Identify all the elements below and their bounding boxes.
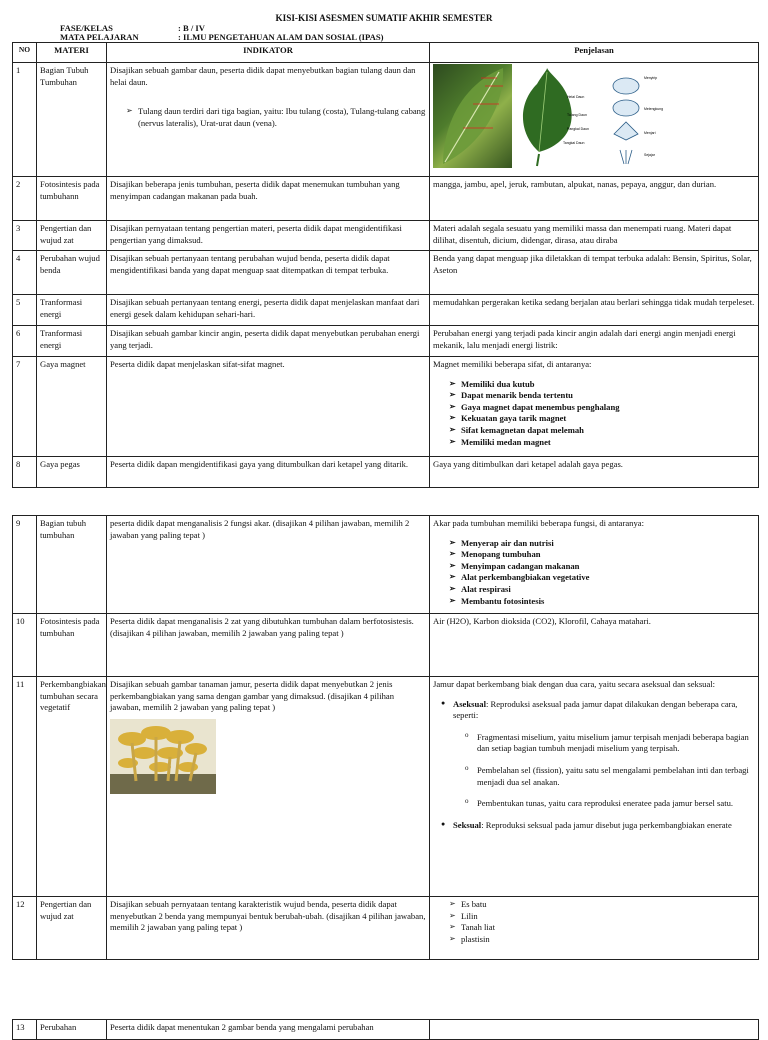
- aseksual-text: : Reproduksi aseksual pada jamur dapat dilakukan dengan beberapa cara, seperti:: [453, 698, 738, 721]
- row-materi: Fotosintesis pada tumbuhann: [37, 177, 107, 221]
- row-indikator: Peserta didik dapat menganalisis 2 zat yang dibutuhkan tumbuhan dalam berfotosistesis. (disajikan 4 pilihan jawaban, memilih 2 jawaban yang paling tepat ): [107, 614, 430, 677]
- row-no: 8: [13, 457, 37, 488]
- mapel-label: MATA PELAJARAN: [60, 32, 139, 42]
- diagram-label: Menjari: [644, 131, 656, 135]
- list-item: ➢ Menopang tumbuhan: [449, 549, 755, 561]
- kisi-kisi-table-3: [12, 1019, 759, 1040]
- sub-list-item: o Pembelahan sel (fission), yaitu satu sel mengalami pembelahan inti dan terbagi menjadi dua sel anakan.: [433, 765, 755, 788]
- row-penjelasan: [430, 897, 759, 960]
- table-row: [13, 516, 759, 614]
- list-item: ➢ Memiliki medan magnet: [449, 437, 755, 449]
- sub-list-item: o Pembentukan tunas, yaitu cara reproduksi eneratee pada jamur bersel satu.: [433, 798, 755, 810]
- wujud-list: [433, 899, 755, 945]
- row-indikator: Disajikan sebuah pertanyaan tentang perubahan wujud benda, peserta didik dapat mengidentifikasi banda yang dapat menguap saat ditempatkan di tempat terbuka.: [107, 251, 430, 295]
- table-row: [13, 897, 759, 960]
- root-functions-list: [433, 538, 755, 608]
- row-no: 9: [13, 516, 37, 614]
- list-item: ➢ plastisin: [449, 934, 755, 946]
- col-header-no: NO: [13, 43, 37, 63]
- col-header-penjelasan: Penjelasan: [430, 43, 759, 63]
- row-materi: Tranformasi energi: [37, 295, 107, 326]
- list-item: ➢ Dapat menarik benda tertentu: [449, 390, 755, 402]
- row-indikator: Peserta didik dapat menjelaskan sifat-sifat magnet.: [107, 357, 430, 457]
- diagram-label: Menyirip: [644, 76, 658, 80]
- row-penjelasan: [430, 677, 759, 897]
- row-materi: Perubahan wujud benda: [37, 251, 107, 295]
- list-item: ➢ Sifat kemagnetan dapat melemah: [449, 425, 755, 437]
- row-materi: Perkembangbiakan tumbuhan secara vegetatif: [37, 677, 107, 897]
- table-row: [13, 1020, 759, 1040]
- mushroom-photo: [110, 719, 216, 794]
- sub-list-item: o Fragmentasi miselium, yaitu miselium jamur terpisah menjadi beberapa bagian dan setiap bagian tumbuh menjadi miselium yang terpisah.: [433, 732, 755, 755]
- list-item: ➢ Menyerap air dan nutrisi: [449, 538, 755, 550]
- table-row: [13, 221, 759, 251]
- leaf-venation-types: [604, 74, 670, 166]
- diagram-label: Pangkal Daun: [567, 127, 589, 131]
- col-header-indikator: INDIKATOR: [107, 43, 430, 63]
- row-no: 1: [13, 63, 37, 177]
- row-indikator: Disajikan beberapa jenis tumbuhan, peserta didik dapat menemukan tumbuhan yang menyimpan cadangan makanan pada buah.: [107, 177, 430, 221]
- magnet-properties-list: [433, 379, 755, 449]
- row-indikator: Disajikan pernyataan tentang pengertian materi, peserta didik dapat mengidentifikasi pengertian yang dimaksud.: [107, 221, 430, 251]
- row-indikator: Disajikan sebuah gambar kincir angin, peserta didik dapat menyebutkan perubahan energi yang terjadi.: [107, 326, 430, 357]
- row-penjelasan: Benda yang dapat menguap jika diletakkan di tempat terbuka adalah: Bensin, Spiritus, Solar, Aseton: [430, 251, 759, 295]
- penjelasan-text: Jamur dapat berkembang biak dengan dua cara, yaitu secara aseksual dan seksual:: [433, 679, 716, 689]
- row-materi: Bagian Tubuh Tumbuhan: [37, 63, 107, 177]
- indikator-list: [110, 106, 426, 129]
- row-no: 3: [13, 221, 37, 251]
- row-penjelasan: Gaya yang ditimbulkan dari ketapel adalah gaya pegas.: [430, 457, 759, 488]
- row-materi: Gaya magnet: [37, 357, 107, 457]
- row-penjelasan: Air (H2O), Karbon dioksida (CO2), Klorofil, Cahaya matahari.: [430, 614, 759, 677]
- aseksual-term: Aseksual: [453, 698, 486, 709]
- fase-value: : B / IV: [178, 23, 205, 33]
- row-no: 10: [13, 614, 37, 677]
- row-penjelasan: [430, 357, 759, 457]
- list-item: ➢ Tanah liat: [449, 922, 755, 934]
- col-header-materi: MATERI: [37, 43, 107, 63]
- row-materi: Gaya pegas: [37, 457, 107, 488]
- row-materi: Bagian tubuh tumbuhan: [37, 516, 107, 614]
- row-penjelasan: mangga, jambu, apel, jeruk, rambutan, alpukat, nanas, pepaya, anggur, dan durian.: [430, 177, 759, 221]
- list-item: ➢ Gaya magnet dapat menembus penghalang: [449, 402, 755, 414]
- list-item: ➢ Memiliki dua kutub: [449, 379, 755, 391]
- table-row: [13, 614, 759, 677]
- list-item: ➢ Lilin: [449, 911, 755, 923]
- penjelasan-text: Akar pada tumbuhan memiliki beberapa fungsi, di antaranya:: [433, 518, 644, 528]
- indikator-text: Disajikan sebuah gambar daun, peserta didik dapat menyebutkan bagian tulang daun dan helai daun.: [110, 65, 416, 87]
- row-indikator: Disajikan sebuah pernyataan tentang karakteristik wujud benda, peserta didik dapat menyebutkan 2 benda yang mempunyai bentuk berubah-ubah. (disajikan 4 pilihan jawaban, memilih 2 jawaban yang paling tepat ): [107, 897, 430, 960]
- row-no: 4: [13, 251, 37, 295]
- row-no: 13: [13, 1020, 37, 1040]
- table-row: [13, 295, 759, 326]
- row-indikator: Peserta didik dapan mengidentifikasi gaya yang ditumbulkan dari ketapel yang ditarik.: [107, 457, 430, 488]
- list-item: ➢ Alat respirasi: [449, 584, 755, 596]
- seksual-term: Seksual: [453, 819, 482, 830]
- diagram-label: Tulang Daun: [567, 113, 587, 117]
- row-materi: Pengertian dan wujud zat: [37, 221, 107, 251]
- fase-label: FASE/KELAS: [60, 23, 113, 33]
- leaf-parts-diagram: [517, 64, 602, 168]
- diagram-label: Tangkai Daun: [563, 141, 585, 145]
- seksual-item: [433, 820, 755, 832]
- aseksual-item: [433, 699, 755, 722]
- table-row: [13, 326, 759, 357]
- table-row: [13, 251, 759, 295]
- row-penjelasan: [430, 1020, 759, 1040]
- list-item: ➢ Kekuatan gaya tarik magnet: [449, 413, 755, 425]
- row-indikator: peserta didik dapat menganalisis 2 fungsi akar. (disajikan 4 pilihan jawaban, memilih 2 jawaban yang paling tepat ): [107, 516, 430, 614]
- mapel-value: : ILMU PENGETAHUAN ALAM DAN SOSIAL (IPAS): [178, 32, 384, 42]
- row-no: 6: [13, 326, 37, 357]
- diagram-label: Helai Daun: [567, 95, 585, 99]
- row-materi: Fotosintesis pada tumbuhan: [37, 614, 107, 677]
- penjelasan-text: Magnet memiliki beberapa sifat, di antaranya:: [433, 359, 592, 369]
- diagram-label: Sejajar: [644, 153, 655, 157]
- row-indikator: Disajikan sebuah gambar tanaman jamur, peserta didik dapat menyebutkan 2 jenis perkembangbiakan yang sama dengan gambar yang dimaksud. (disajikan 4 pilihan jawaban, memilih 2 jawaban yang paling tepat ): [107, 677, 430, 897]
- table-row: [13, 177, 759, 221]
- diagram-label: Melengkung: [644, 107, 664, 111]
- table-row: [13, 457, 759, 488]
- row-no: 12: [13, 897, 37, 960]
- document-title: KISI-KISI ASESMEN SUMATIF AKHIR SEMESTER: [275, 13, 493, 23]
- seksual-text: : Reproduksi seksual pada jamur disebut juga perkembangbiakan enerate: [481, 819, 732, 830]
- row-penjelasan: memudahkan pergerakan ketika sedang berjalan atau berlari sehingga tidak mudah terpeleset.: [430, 295, 759, 326]
- row-indikator: Disajikan sebuah pertanyaan tentang energi, peserta didik dapat menjelaskan manfaat dari energi gesek dalam kehidupan sehari-hari.: [107, 295, 430, 326]
- list-item: ➢ Menyimpan cadangan makanan: [449, 561, 755, 573]
- list-item: ➢ Alat perkembangbiakan vegetative: [449, 572, 755, 584]
- row-penjelasan: [430, 516, 759, 614]
- row-no: 5: [13, 295, 37, 326]
- row-materi: Tranformasi energi: [37, 326, 107, 357]
- row-no: 2: [13, 177, 37, 221]
- row-no: 7: [13, 357, 37, 457]
- row-materi: Perubahan: [37, 1020, 107, 1040]
- row-indikator: Peserta didik dapat menentukan 2 gambar benda yang mengalami perubahan: [107, 1020, 430, 1040]
- list-item: ➢ Tulang daun terdiri dari tiga bagian, yaitu: Ibu tulang (costa), Tulang-tulang cabang (nervus lateralis), Urat-urat daun (vena).: [126, 106, 426, 129]
- row-penjelasan: Materi adalah segala sesuatu yang memiliki massa dan menempati ruang. Materi dapat dilihat, disentuh, dicium, didengar, dirasa, atau diraba: [430, 221, 759, 251]
- row-materi: Pengertian dan wujud zat: [37, 897, 107, 960]
- table-row: [13, 357, 759, 457]
- list-item: ➢ Membantu fotosintesis: [449, 596, 755, 608]
- list-item: ➢ Es batu: [449, 899, 755, 911]
- row-penjelasan: Perubahan energi yang terjadi pada kincir angin adalah dari energi angin menjadi energi mekanik, lalu menjadi energi listrik:: [430, 326, 759, 357]
- row-indikator: [107, 63, 430, 177]
- leaf-photo: [433, 64, 512, 168]
- row-no: 11: [13, 677, 37, 897]
